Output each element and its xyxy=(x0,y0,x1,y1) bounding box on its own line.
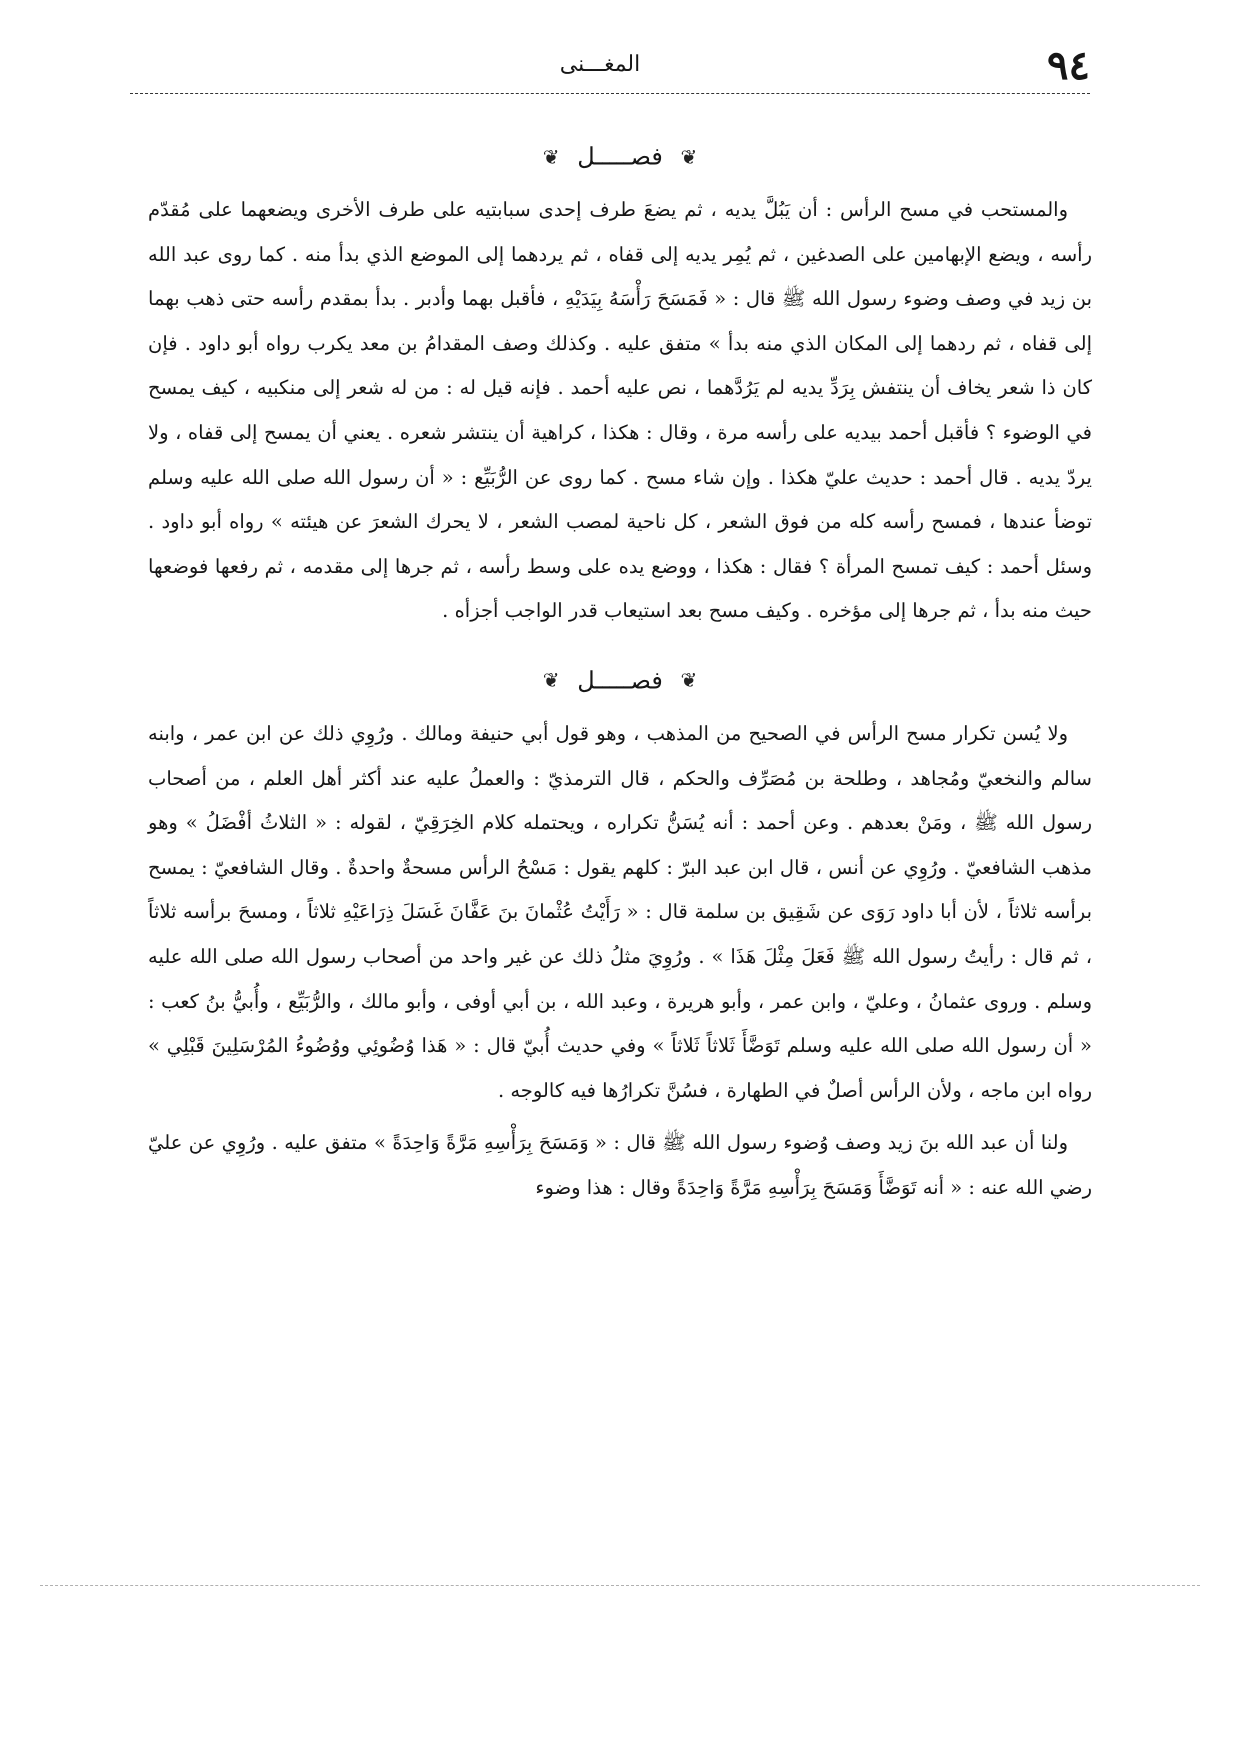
section-2 xyxy=(148,654,1092,1211)
paragraph: ولنا أن عبد الله بنَ زيد وصف وُضوء رسول الله ﷺ قال : « وَمَسَحَ بِرَأْسِهِ مَرَّةً وَاحِدَةً » متفق عليه . ورُوِي عن عليّ رضي الله عنه : « أنه تَوَضَّأَ وَمَسَحَ بِرَأْسِهِ مَرَّةً وَاحِدَةً وقال : هذا وضوء xyxy=(148,1131,1092,1199)
section-heading-text: فصـــــل xyxy=(577,142,663,171)
section-1 xyxy=(148,130,1092,634)
footer-divider xyxy=(40,1585,1200,1586)
floral-ornament-icon: ❦ xyxy=(542,668,560,693)
page-body xyxy=(148,130,1092,1210)
floral-ornament-icon: ❦ xyxy=(542,144,560,169)
section-heading-text: فصـــــل xyxy=(577,666,663,695)
running-header xyxy=(110,44,1090,94)
floral-ornament-icon: ❦ xyxy=(680,144,698,169)
book-title: المغـــنى xyxy=(559,52,641,77)
page-number: ٩٤ xyxy=(1047,42,1090,89)
section-heading xyxy=(148,130,1092,180)
header-divider xyxy=(130,93,1090,94)
paragraph: ولا يُسن تكرار مسح الرأس في الصحيح من المذهب ، وهو قول أبي حنيفة ومالك . ورُوِي ذلك عن ابن عمر ، وابنه سالم والنخعيّ ومُجاهد ، وطلحة بن مُصَرِّف والحكم ، قال الترمذيّ : والعملُ عليه عند أكثر أهل العلم ، من أصحاب رسول الله ﷺ ، ومَنْ بعدهم . وعن أحمد : أنه يُسَنُّ تكراره ، ويحتمله كلام الخِرَقِيّ ، لقوله : « الثلاثُ أفْضَلُ » وهو مذهب الشافعيّ . ورُوِي عن أنس ، قال ابن عبد البرّ : كلهم يقول : مَسْحُ الرأس مسحةٌ واحدةٌ . وقال الشافعيّ : يمسح برأسه ثلاثاً ، لأن أبا داود رَوَى عن شَقِيق بن سلمة قال : « رَأَيْتُ عُثْمانَ بنَ عَفَّانَ غَسَلَ ذِرَاعَيْهِ ثلاثاً ، ومسحَ برأسه ثلاثاً ، ثم قال : رأيتُ رسول الله ﷺ فَعَلَ مِثْلَ هَذَا » . ورُوِيَ مثلُ ذلك عن غير واحد من أصحاب رسول الله صلى الله عليه وسلم . وروى عثمانُ ، وعليّ ، وابن عمر ، وأبو هريرة ، وعبد الله ، بن أبي أوفى ، وأبو مالك ، والرُّبَيِّع ، وأُبيُّ بنُ كعب : « أن رسول الله صلى الله عليه وسلم تَوَضَّأَ ثَلاثاً ثَلاثاً » وفي حديث أُبيّ قال : « هَذا وُضُوئِي ووُضُوءُ المُرْسَلِينَ قَبْلِي » رواه ابن ماجه ، ولأن الرأس أصلٌ في الطهارة ، فسُنَّ تكرارُها فيه كالوجه . xyxy=(148,721,1092,1102)
section-heading xyxy=(148,654,1092,704)
floral-ornament-icon: ❦ xyxy=(680,668,698,693)
paragraph: والمستحب في مسح الرأس : أن يَبُلَّ يديه ، ثم يضعَ طرف إحدى سبابتيه على طرف الأخرى ويضعهما على مُقدّم رأسه ، ويضع الإبهامين على الصدغين ، ثم يُمِر يديه إلى قفاه ، ثم يردهما إلى الموضع الذي بدأ منه . كما روى عبد الله بن زيد في وصف وضوء رسول الله ﷺ قال : « فَمَسَحَ رَأْسَهُ بِيَدَيْهِ ، فأقبل بهما وأدبر . بدأ بمقدم رأسه حتى ذهب بهما إلى قفاه ، ثم ردهما إلى المكان الذي منه بدأ » متفق عليه . وكذلك وصف المقدامُ بن معد يكرب رواه أبو داود . فإن كان ذا شعر يخاف أن ينتفش بِرَدِّ يديه لم يَرُدَّهما ، نص عليه أحمد . فإنه قيل له : من له شعر إلى منكبيه ، كيف يمسح في الوضوء ؟ فأقبل أحمد بيديه على رأسه مرة ، وقال : هكذا ، كراهية أن ينتشر شعره . يعني أن يمسح إلى قفاه ، ولا يردّ يديه . قال أحمد : حديث عليّ هكذا . وإن شاء مسح . كما روى عن الرُّبَيِّع : « أن رسول الله صلى الله عليه وسلم توضأ عندها ، فمسح رأسه كله من فوق الشعر ، كل ناحية لمصب الشعر ، لا يحرك الشعرَ عن هيئته » رواه أبو داود . وسئل أحمد : كيف تمسح المرأة ؟ فقال : هكذا ، ووضع يده على وسط رأسه ، ثم جرها إلى مقدمه ، ثم رفعها فوضعها حيث منه بدأ ، ثم جرها إلى مؤخره . وكيف مسح بعد استيعاب قدر الواجب أجزأه . xyxy=(148,198,1092,623)
